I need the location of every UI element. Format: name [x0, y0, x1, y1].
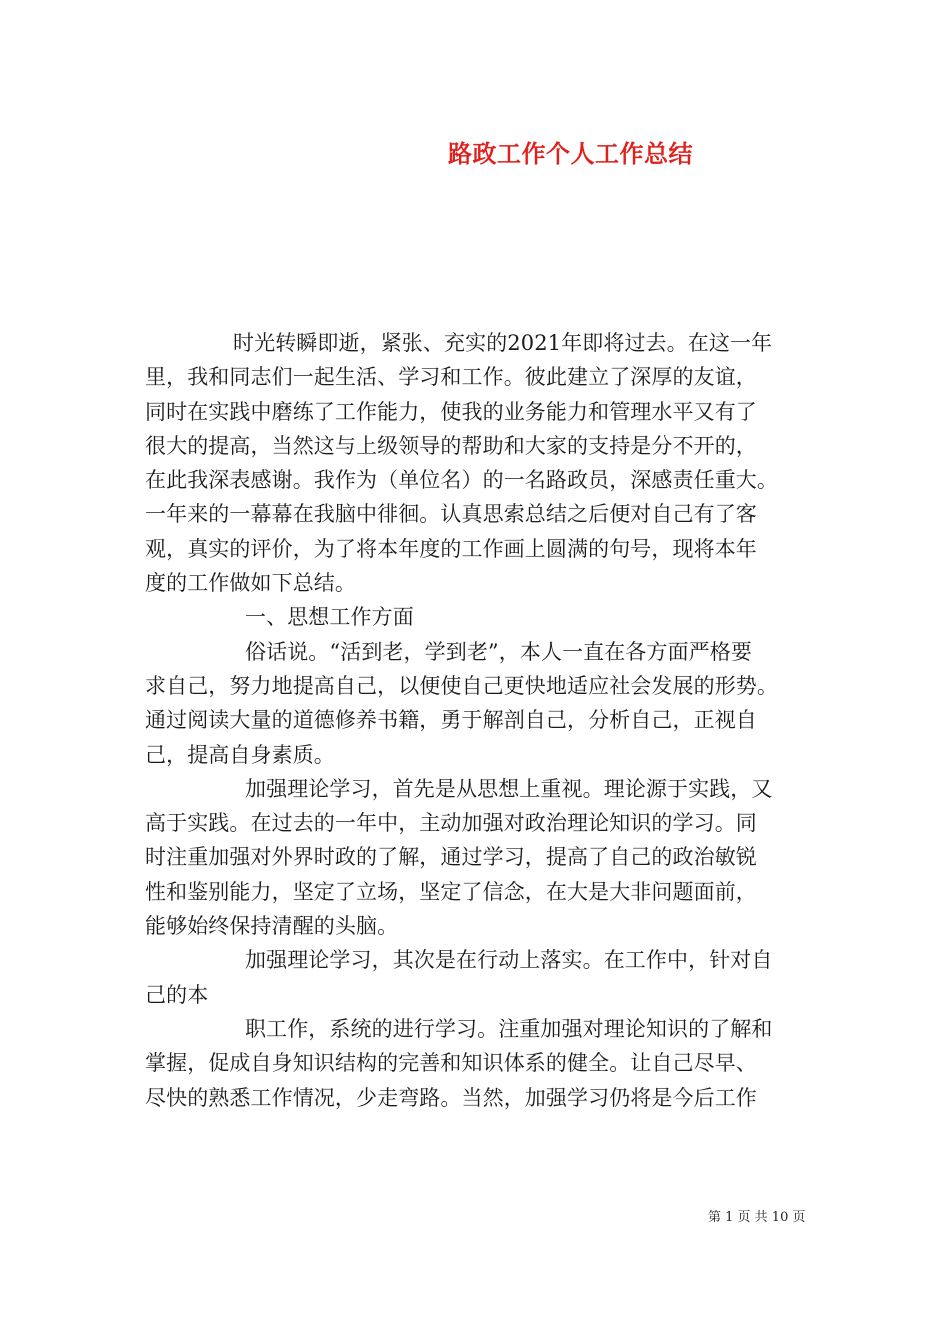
paragraph-line: 性和鉴别能力，坚定了立场，坚定了信念，在大是大非问题面前，	[145, 879, 757, 904]
paragraph-line: 己的本	[145, 982, 209, 1007]
paragraph-line: 加强理论学习，其次是在行动上落实。在工作中，针对自	[245, 948, 773, 973]
paragraph-line: 求自己，努力地提高自己，以便使自己更快地适应社会发展的形势。	[145, 673, 778, 698]
paragraph-line: 高于实践。在过去的一年中，主动加强对政治理论知识的学习。同	[145, 811, 757, 836]
paragraph-line: 里，我和同志们一起生活、学习和工作。彼此建立了深厚的友谊，	[145, 365, 757, 390]
section-heading: 一、思想工作方面	[245, 605, 414, 630]
paragraph-line: 通过阅读大量的道德修养书籍，勇于解剖自己，分析自己，正视自	[145, 708, 757, 733]
paragraph-line: 同时在实践中磨练了工作能力，使我的业务能力和管理水平又有了	[145, 399, 757, 424]
paragraph-line: 很大的提高，当然这与上级领导的帮助和大家的支持是分不开的，	[145, 433, 757, 458]
paragraph-line: 观，真实的评价，为了将本年度的工作画上圆满的句号，现将本年	[145, 536, 757, 561]
page-number: 第 1 页 共 10 页	[708, 1210, 806, 1225]
paragraph-line: 掌握，促成自身知识结构的完善和知识体系的健全。让自己尽早、	[145, 1051, 757, 1076]
paragraph-line: 时注重加强对外界时政的了解，通过学习，提高了自己的政治敏锐	[145, 845, 757, 870]
document-body	[145, 326, 810, 1115]
paragraph-line: 加强理论学习，首先是从思想上重视。理论源于实践，又	[245, 776, 773, 801]
paragraph-line: 能够始终保持清醒的头脑。	[145, 914, 399, 939]
paragraph-line: 度的工作做如下总结。	[145, 571, 356, 596]
paragraph-line: 俗话说。“活到老，学到老”，本人一直在各方面严格要	[245, 639, 752, 664]
paragraph-line: 己，提高自身素质。	[145, 742, 335, 767]
paragraph-line: 职工作，系统的进行学习。注重加强对理论知识的了解和	[245, 1016, 773, 1041]
document-title: 路政工作个人工作总结	[448, 139, 693, 168]
paragraph-line: 尽快的熟悉工作情况，少走弯路。当然，加强学习仍将是今后工作	[145, 1085, 757, 1110]
paragraph-line: 一年来的一幕幕在我脑中徘徊。认真思索总结之后便对自己有了客	[145, 502, 757, 527]
paragraph-line: 时光转瞬即逝，紧张、充实的2021年即将过去。在这一年	[233, 331, 773, 355]
paragraph-line: 在此我深表感谢。我作为（单位名）的一名路政员，深感责任重大。	[145, 468, 778, 493]
